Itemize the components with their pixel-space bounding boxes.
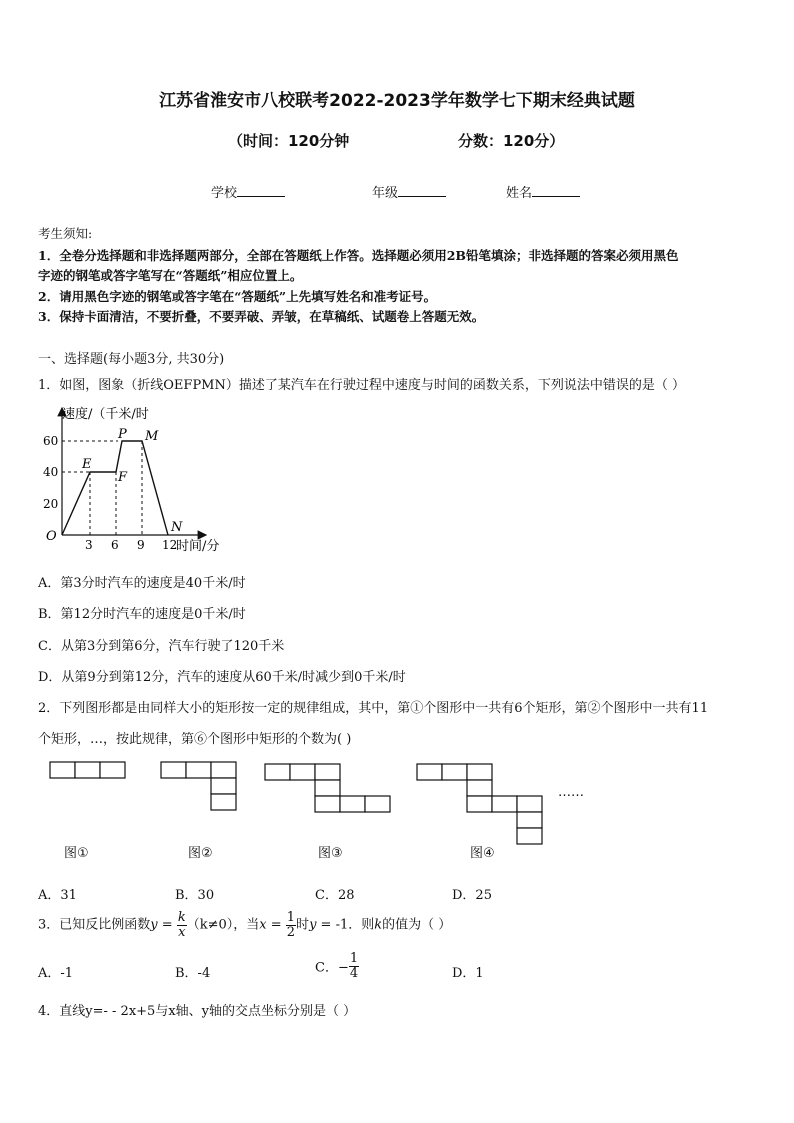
figure-caption: 图① [64,846,89,861]
point-label: F [118,470,128,485]
question-2-option: D．25 [452,888,492,903]
point-label: N [171,520,183,535]
grade-field [372,182,446,201]
section-heading: 一、选择题(每小题3分, 共30分) [38,352,225,367]
name-blank [532,184,580,197]
notice-item: 2．请用黑色字迹的钢笔或答字笔在“答题纸”上先填写姓名和准考证号。 [38,289,437,304]
question-2-option: C．28 [315,888,355,903]
x-tick-label: 12 [162,538,178,552]
fraction-numerator: k [177,910,186,925]
q3-tail: 的值为（ ） [382,917,452,933]
school-blank [237,184,285,197]
x-tick-label: 9 [137,538,145,552]
fraction-k-over-x [177,911,187,939]
speed-time-graph [38,400,248,560]
fraction-one-half [286,911,296,939]
notice-item: 字迹的钢笔或答字笔写在“答题纸”相应位置上。 [38,268,303,283]
notice-heading: 考生须知: [38,226,93,241]
fraction-numerator: 1 [286,910,296,925]
fraction-numerator: 1 [349,951,359,966]
q3-eq2: = [266,917,286,933]
figure-3 [265,764,390,812]
exam-time: （时间：120分钟 [228,132,350,150]
question-1-option: D．从第9分到第12分，汽车的速度从60千米/时减少到0千米/时 [38,670,406,685]
q3-x: x [259,917,267,933]
pattern-ellipsis: …… [558,785,584,800]
notice-item: 1．全卷分选择题和非选择题两部分，全部在答题纸上作答。选择题必须用2B铅笔填涂；非选择题的答案必须用黑色 [38,248,679,263]
question-1-option: C．从第3分到第6分，汽车行驶了120千米 [38,639,285,654]
question-1-option: B．第12分时汽车的速度是0千米/时 [38,607,246,622]
q3-value: -1．则 [335,917,375,933]
x-tick-label: 3 [85,538,93,552]
school-label: 学校 [211,186,238,201]
figure-4 [417,764,542,844]
school-field [211,182,285,201]
point-label: P [118,427,127,442]
question-3-stem [38,911,451,939]
rectangle-pattern-figures [40,758,600,848]
exam-score: 分数：120分） [458,132,565,150]
question-2-stem: 2．下列图形都是由同样大小的矩形按一定的规律组成，其中，第①个图形中一共有6个矩形，第②个图形中一共有11 [38,701,709,716]
y-tick-label: 60 [43,434,59,448]
q3-eq3: = [316,917,336,933]
q3-y: y [150,917,158,933]
x-axis-label: 时间/分 [176,539,220,554]
q3-eq: = [157,917,177,933]
question-3-option: A．-1 [38,966,74,981]
question-2-option: A．31 [38,888,77,903]
name-label: 姓名 [506,186,533,201]
question-3-option-c [315,952,359,980]
point-label: M [145,429,159,444]
figure-1 [50,762,125,778]
question-3-option: B．-4 [175,966,211,981]
question-3-option: D．1 [452,966,484,981]
x-tick-label: 6 [111,538,119,552]
y-tick-label: 20 [43,497,59,511]
figure-caption: 图④ [470,846,495,861]
option-c-label: C．− [315,960,349,976]
q3-y2: y [309,917,317,933]
fraction-one-quarter [349,952,359,980]
y-axis-label: 速度/（千米/时 [62,407,149,422]
q3-mid: 时 [296,917,310,933]
figure-2 [161,762,236,810]
origin-label: O [46,529,57,544]
page-title: 江苏省淮安市八校联考2022-2023学年数学七下期末经典试题 [159,91,635,111]
fraction-denominator: 2 [286,924,296,940]
notice-item: 3．保持卡面清洁，不要折叠，不要弄破、弄皱，在草稿纸、试题卷上答题无效。 [38,309,485,324]
guide-lines [62,441,142,535]
question-1-option: A．第3分时汽车的速度是40千米/时 [38,576,246,591]
question-2-stem-cont: 个矩形，…，按此规律，第⑥个图形中矩形的个数为( ) [38,732,352,747]
q3-condition: （k≠0），当 [186,917,260,933]
point-label: E [82,457,92,472]
name-field [506,182,580,201]
speed-polyline [62,441,168,535]
grade-blank [398,184,446,197]
question-1-stem: 1．如图，图象（折线OEFPMN）描述了某汽车在行驶过程中速度与时间的函数关系，下列说法中错误的是（ ） [38,378,686,393]
question-2-option: B．30 [175,888,215,903]
grade-label: 年级 [372,186,399,201]
q3-k: k [374,917,383,933]
figure-caption: 图③ [318,846,343,861]
fraction-denominator: x [178,924,186,940]
fraction-denominator: 4 [349,965,359,981]
question-4-stem: 4．直线y=‐ - 2x+5与x轴、y轴的交点坐标分别是（ ） [38,1004,357,1019]
y-tick-label: 40 [43,465,59,479]
q3-lead: 3．已知反比例函数 [38,917,151,933]
figure-caption: 图② [188,846,213,861]
